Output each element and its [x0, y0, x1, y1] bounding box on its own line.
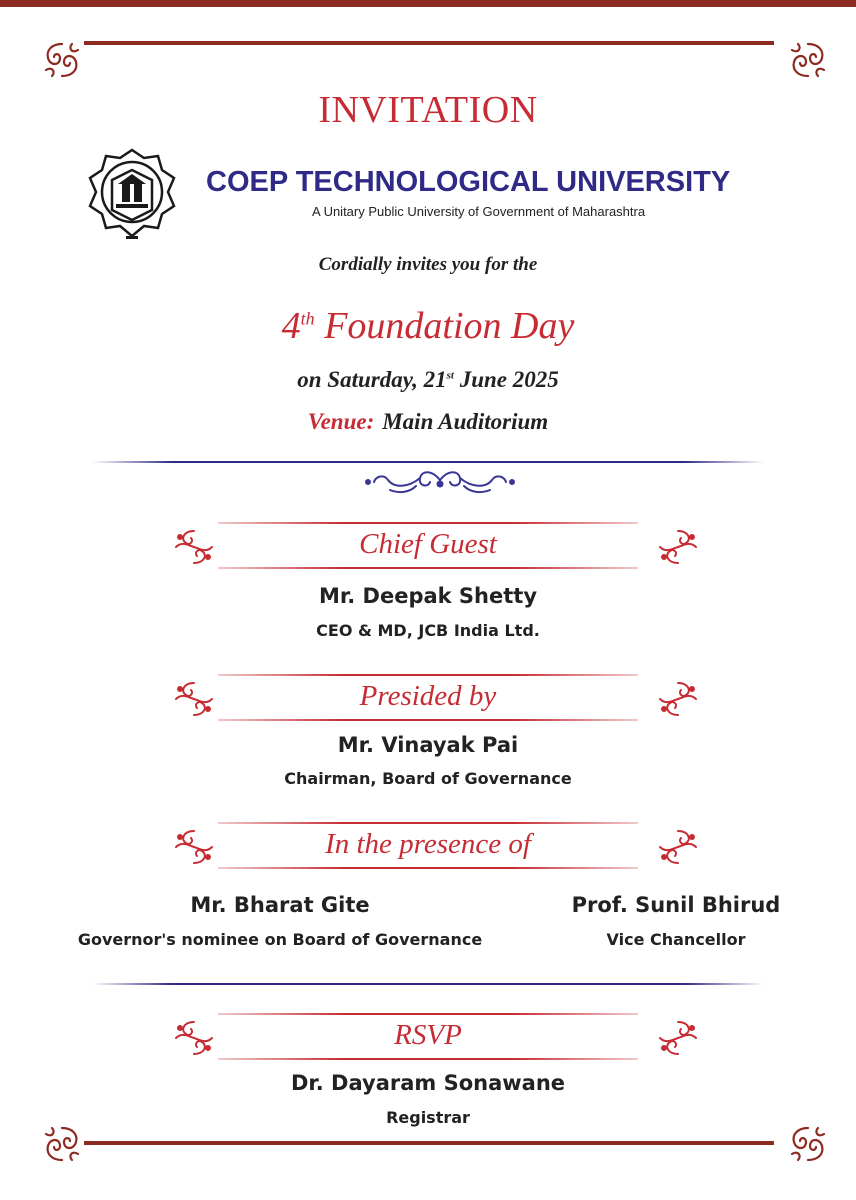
presided-by-role: Chairman, Board of Governance [284, 769, 572, 788]
venue-label: Venue: [307, 409, 375, 434]
scroll-ornament-icon [656, 1018, 700, 1058]
presided-by-name: Mr. Vinayak Pai [337, 733, 519, 757]
scroll-ornament-icon [656, 827, 700, 867]
scroll-ornament-icon [656, 679, 700, 719]
flourish-icon [360, 464, 520, 496]
event-ordinal-number: 4 [281, 305, 301, 347]
scroll-ornament-icon [172, 679, 216, 719]
banner-line [218, 1013, 638, 1015]
banner-line [218, 1058, 638, 1060]
scroll-ornament-icon [656, 527, 700, 567]
frame-bottom-line [84, 1141, 774, 1145]
event-date [0, 367, 856, 393]
banner-line [218, 674, 638, 676]
event-title [0, 304, 856, 348]
frame-top-line [84, 41, 774, 45]
presided-by-banner [218, 674, 638, 722]
chief-guest-banner [218, 522, 638, 570]
invitation-title: INVITATION [318, 89, 538, 131]
divider [92, 983, 764, 985]
university-name: COEP TECHNOLOGICAL UNIVERSITY [206, 166, 731, 198]
rsvp-heading: RSVP [394, 1019, 462, 1051]
chief-guest-name: Mr. Deepak Shetty [318, 584, 538, 608]
presence-person-role: Vice Chancellor [606, 930, 746, 949]
corner-ornament-icon [784, 1120, 832, 1168]
banner-line [218, 719, 638, 721]
corner-ornament-icon [38, 36, 86, 84]
corner-ornament-icon [38, 1120, 86, 1168]
scroll-ornament-icon [172, 1018, 216, 1058]
university-subtitle: A Unitary Public University of Government of Maharashtra [312, 204, 646, 219]
invite-line: Cordially invites you for the [318, 254, 538, 275]
rsvp-name: Dr. Dayaram Sonawane [290, 1071, 566, 1095]
presence-person-name: Mr. Bharat Gite [190, 893, 370, 917]
banner-line [218, 867, 638, 869]
presence-person-name: Prof. Sunil Bhirud [571, 893, 781, 917]
banner-line [218, 567, 638, 569]
banner-line [218, 822, 638, 824]
scroll-ornament-icon [172, 827, 216, 867]
chief-guest-heading: Chief Guest [359, 528, 497, 560]
presence-banner [218, 822, 638, 870]
venue-value: Main Auditorium [382, 409, 549, 434]
chief-guest-role: CEO & MD, JCB India Ltd. [316, 621, 540, 640]
top-border-stripe [0, 0, 856, 7]
event-name: Foundation Day [324, 305, 575, 347]
divider [92, 461, 764, 463]
event-date-prefix: on Saturday, 21 [297, 367, 447, 392]
event-venue [0, 409, 856, 435]
rsvp-banner [218, 1013, 638, 1061]
corner-ornament-icon [784, 36, 832, 84]
scroll-ornament-icon [172, 527, 216, 567]
presence-heading: In the presence of [325, 828, 531, 860]
event-date-rest: June 2025 [459, 367, 559, 392]
banner-line [218, 522, 638, 524]
event-date-suffix: st [446, 369, 454, 382]
presided-by-heading: Presided by [359, 680, 497, 712]
rsvp-role: Registrar [386, 1108, 470, 1127]
university-logo-icon [82, 144, 182, 244]
presence-person-role: Governor's nominee on Board of Governance [77, 930, 483, 949]
event-ordinal-suffix: th [300, 308, 315, 329]
